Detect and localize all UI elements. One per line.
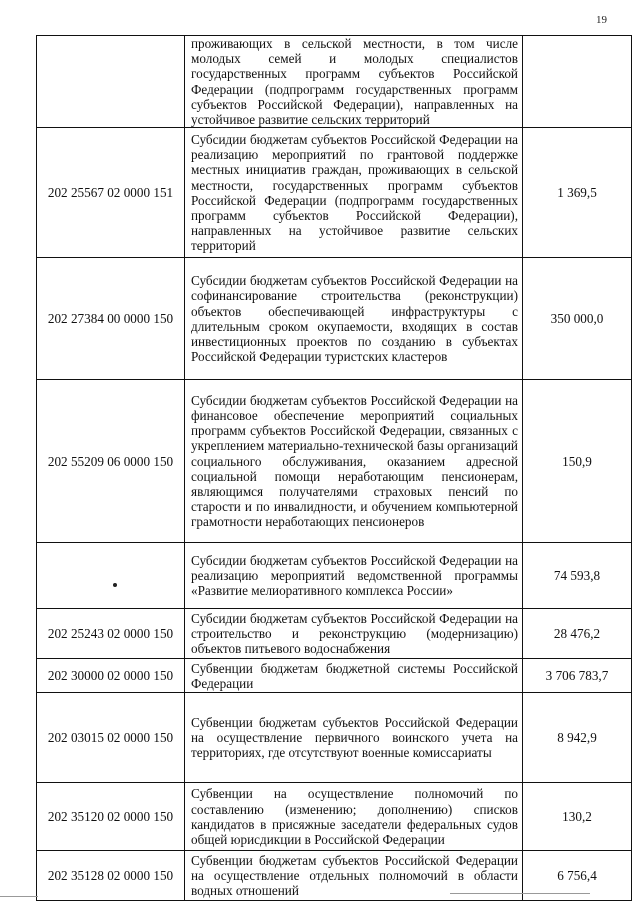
row-description: Субсидии бюджетам субъектов Российской Федерации на софинансирование строительства (реконструкции) объектов обеспечивающей инфраструктуры с длительным сроком окупаемости, входящих в состав инвестиционных проектов по созданию в субъектах Российской Федерации туристских кластеров bbox=[185, 258, 523, 380]
row-description: Субвенции бюджетам бюджетной системы Российской Федерации bbox=[185, 659, 523, 693]
row-code: 202 55209 06 0000 150 bbox=[37, 380, 185, 543]
row-code: 202 27384 00 0000 150 bbox=[37, 258, 185, 380]
row-code: 202 25567 02 0000 151 bbox=[37, 128, 185, 258]
row-amount: 350 000,0 bbox=[523, 258, 632, 380]
row-description: проживающих в сельской местности, в том числе молодых семей и молодых специалистов государственных программ субъектов Российской Федерации (подпрограмм государственных программ субъектов Российской Федерации), направленных на устойчивое развитие сельских территорий bbox=[185, 36, 523, 128]
row-amount: 150,9 bbox=[523, 380, 632, 543]
row-code: 202 35128 02 0000 150 bbox=[37, 851, 185, 901]
row-description: Субвенции бюджетам субъектов Российской Федерации на осуществление первичного воинского учета на территориях, где отсутствуют военные комиссариаты bbox=[185, 693, 523, 783]
table-row bbox=[37, 380, 632, 543]
row-code: 202 35120 02 0000 150 bbox=[37, 783, 185, 851]
row-description: Субсидии бюджетам субъектов Российской Федерации на строительство и реконструкцию (модернизацию) объектов питьевого водоснабжения bbox=[185, 609, 523, 659]
row-description: Субсидии бюджетам субъектов Российской Федерации на реализацию мероприятий ведомственной программы «Развитие мелиоративного комплекса России» bbox=[185, 543, 523, 609]
table-row bbox=[37, 36, 632, 128]
row-amount: 1 369,5 bbox=[523, 128, 632, 258]
page-number: 19 bbox=[596, 14, 607, 26]
row-code: 202 03015 02 0000 150 bbox=[37, 693, 185, 783]
row-amount: 28 476,2 bbox=[523, 609, 632, 659]
table-row bbox=[37, 783, 632, 851]
scan-speck bbox=[113, 583, 117, 587]
row-code bbox=[37, 543, 185, 609]
row-amount bbox=[523, 36, 632, 128]
budget-table bbox=[36, 35, 632, 901]
table-row bbox=[37, 609, 632, 659]
table-row bbox=[37, 659, 632, 693]
row-code: 202 30000 02 0000 150 bbox=[37, 659, 185, 693]
row-description: Субсидии бюджетам субъектов Российской Федерации на реализацию мероприятий по грантовой поддержке местных инициатив граждан, проживающих в сельской местности, государственных программ субъектов Российской Федерации (подпрограмм государственных программ субъектов Российской Федерации), направленных на устойчивое развитие сельских территорий bbox=[185, 128, 523, 258]
row-amount: 3 706 783,7 bbox=[523, 659, 632, 693]
row-code bbox=[37, 36, 185, 128]
table-row bbox=[37, 128, 632, 258]
row-code: 202 25243 02 0000 150 bbox=[37, 609, 185, 659]
row-amount: 130,2 bbox=[523, 783, 632, 851]
table-row bbox=[37, 693, 632, 783]
row-amount: 6 756,4 bbox=[523, 851, 632, 901]
table-row bbox=[37, 543, 632, 609]
table-row bbox=[37, 258, 632, 380]
scan-mark-left bbox=[0, 896, 38, 897]
row-description: Субсидии бюджетам субъектов Российской Федерации на финансовое обеспечение мероприятий социальных программ субъектов Российской Федерации, связанных с укреплением материально-технической базы организаций социального обслуживания, оказанием адресной социальной помощи неработающим пенсионерам, являющимся получателями страховых пенсий по старости и по инвалидности, и обучением компьютерной грамотности неработающих пенсионеров bbox=[185, 380, 523, 543]
scan-mark-right bbox=[450, 893, 590, 894]
row-amount: 74 593,8 bbox=[523, 543, 632, 609]
row-description: Субвенции на осуществление полномочий по составлению (изменению; дополнению) списков кандидатов в присяжные заседатели федеральных судов общей юрисдикции в Российской Федерации bbox=[185, 783, 523, 851]
row-amount: 8 942,9 bbox=[523, 693, 632, 783]
row-description: Субвенции бюджетам субъектов Российской Федерации на осуществление отдельных полномочий в области водных отношений bbox=[185, 851, 523, 901]
